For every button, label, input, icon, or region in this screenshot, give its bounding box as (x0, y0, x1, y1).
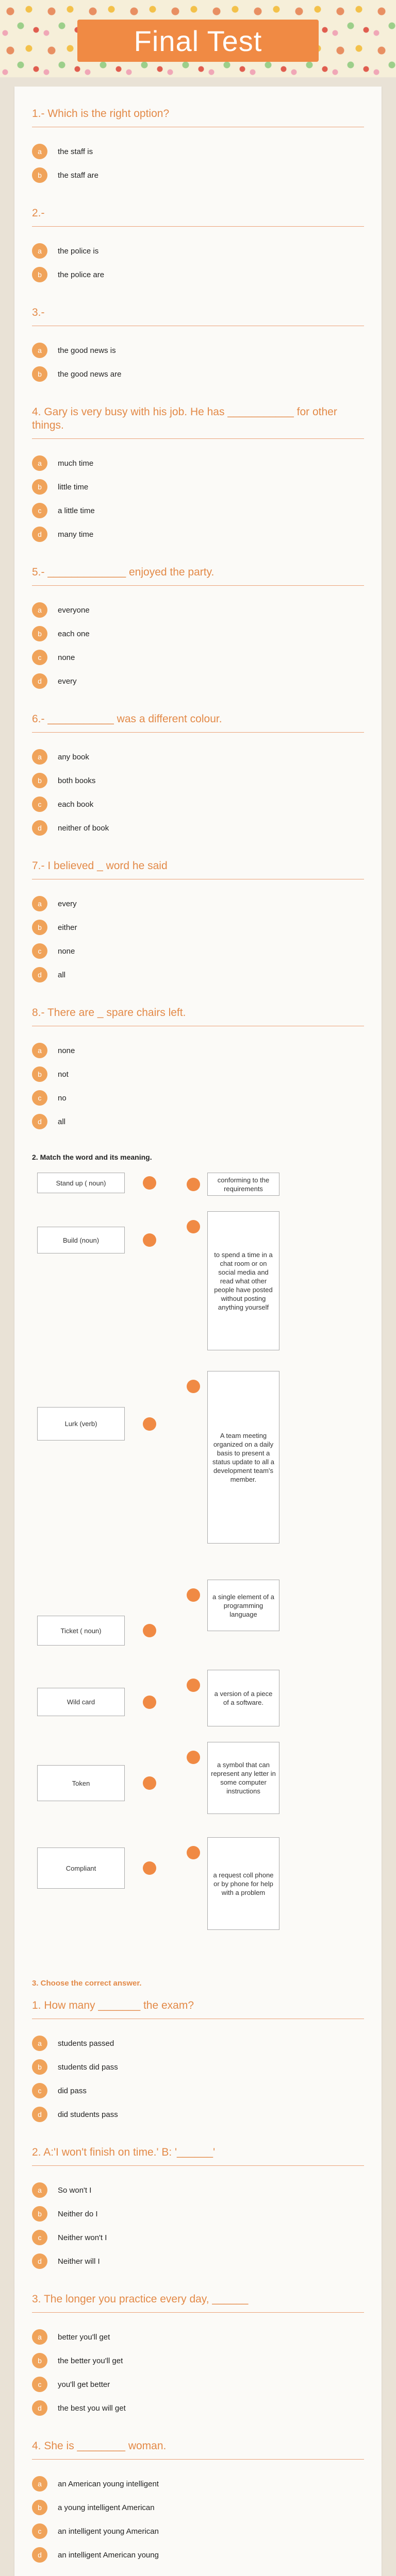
option-letter-badge: b (32, 1066, 47, 1082)
answer-option[interactable] (32, 263, 364, 286)
answer-option[interactable] (32, 2079, 364, 2103)
worksheet-sheet (14, 87, 382, 2576)
choose-question-1 (32, 1999, 364, 2126)
answer-option[interactable] (32, 816, 364, 840)
answer-option[interactable] (32, 892, 364, 916)
match-meaning[interactable]: a version of a piece of a software. (207, 1670, 279, 1726)
question-divider (32, 2165, 364, 2166)
option-text: better you'll get (58, 2332, 110, 2342)
option-text: every (58, 899, 77, 908)
option-letter-badge: b (32, 2059, 47, 2075)
option-letter-badge: b (32, 2500, 47, 2515)
answer-option[interactable] (32, 499, 364, 522)
match-meaning-connector[interactable] (187, 1220, 200, 1233)
option-text: both books (58, 776, 96, 785)
option-letter-badge: c (32, 2523, 47, 2539)
option-text: an intelligent American young (58, 2550, 159, 2560)
option-text: a little time (58, 506, 95, 515)
option-list (32, 338, 364, 386)
question-divider (32, 732, 364, 733)
choose-question-3 (32, 2293, 364, 2420)
answer-option[interactable] (32, 140, 364, 163)
answer-option[interactable] (32, 598, 364, 622)
answer-option[interactable] (32, 2396, 364, 2420)
match-meaning[interactable]: to spend a time in a chat room or on social media and read what other people have posted without posting anything yourself (207, 1211, 279, 1350)
match-word[interactable]: Wild card (37, 1688, 125, 1716)
option-text: students passed (58, 2039, 114, 2048)
match-meaning-connector[interactable] (187, 1751, 200, 1764)
option-letter-badge: b (32, 366, 47, 382)
match-meaning[interactable]: a symbol that can represent any letter in some computer instructions (207, 1742, 279, 1814)
question-text: 3.- (32, 307, 45, 318)
option-text: each book (58, 800, 94, 809)
match-meaning[interactable]: a request coll phone or by phone for help with a problem (207, 1837, 279, 1930)
worksheet-content (14, 87, 382, 2576)
option-text: any book (58, 752, 89, 761)
answer-option[interactable] (32, 362, 364, 386)
option-letter-badge: a (32, 2182, 47, 2198)
answer-option[interactable] (32, 2472, 364, 2496)
answer-option[interactable] (32, 916, 364, 939)
option-text: the staff are (58, 171, 98, 180)
question-divider (32, 585, 364, 586)
option-letter-badge: b (32, 920, 47, 935)
question-2 (32, 207, 364, 286)
answer-option[interactable] (32, 2349, 364, 2372)
option-list (32, 2031, 364, 2126)
answer-option[interactable] (32, 669, 364, 693)
question-text: 4. Gary is very busy with his job. He has ___________ for other things. (32, 406, 337, 431)
option-letter-badge: b (32, 626, 47, 641)
answer-option[interactable] (32, 2372, 364, 2396)
answer-option[interactable] (32, 1110, 364, 1133)
match-word-connector[interactable] (143, 1233, 156, 1247)
option-letter-badge: b (32, 773, 47, 788)
answer-option[interactable] (32, 2519, 364, 2543)
match-word[interactable]: Ticket ( noun) (37, 1616, 125, 1646)
match-area (32, 1173, 364, 1974)
page-title: Final Test (134, 24, 262, 57)
question-divider (32, 226, 364, 227)
option-text: little time (58, 482, 89, 492)
option-text: all (58, 1117, 66, 1126)
question-divider (32, 2312, 364, 2313)
match-word[interactable]: Lurk (verb) (37, 1407, 125, 1440)
decorative-banner (0, 0, 396, 77)
answer-option[interactable] (32, 1086, 364, 1110)
answer-option[interactable] (32, 622, 364, 646)
question-4 (32, 405, 364, 546)
option-text: a young intelligent American (58, 2503, 155, 2512)
question-text: 5.- _____________ enjoyed the party. (32, 566, 214, 578)
match-word[interactable]: Stand up ( noun) (37, 1173, 125, 1193)
option-letter-badge: d (32, 2107, 47, 2122)
option-text: neither of book (58, 823, 109, 833)
option-text: So won't I (58, 2185, 92, 2195)
option-text: much time (58, 459, 94, 468)
option-text: Neither won't I (58, 2233, 107, 2242)
option-letter-badge: a (32, 896, 47, 911)
option-letter-badge: d (32, 673, 47, 689)
match-word-connector[interactable] (143, 1696, 156, 1709)
option-letter-badge: b (32, 479, 47, 495)
option-text: either (58, 923, 77, 932)
option-letter-badge: c (32, 796, 47, 812)
question-text: 6.- ___________ was a different colour. (32, 713, 222, 725)
answer-option[interactable] (32, 2031, 364, 2055)
option-letter-badge: a (32, 144, 47, 159)
option-text: an intelligent young American (58, 2527, 159, 2536)
option-letter-badge: c (32, 650, 47, 665)
option-list (32, 2325, 364, 2420)
option-text: the staff is (58, 147, 93, 156)
option-letter-badge: a (32, 343, 47, 358)
answer-option[interactable] (32, 239, 364, 263)
option-text: the good news are (58, 369, 122, 379)
answer-option[interactable] (32, 451, 364, 475)
option-text: not (58, 1070, 69, 1079)
option-text: each one (58, 629, 90, 638)
answer-option[interactable] (32, 2226, 364, 2249)
question-text: 3. The longer you practice every day, ______ (32, 2293, 249, 2305)
option-text: did pass (58, 2086, 87, 2095)
match-word[interactable]: Token (37, 1765, 125, 1801)
option-text: many time (58, 530, 94, 539)
option-letter-badge: d (32, 967, 47, 982)
match-word-connector[interactable] (143, 1861, 156, 1875)
match-section (32, 1153, 364, 1974)
option-letter-badge: a (32, 2476, 47, 2492)
question-text: 8.- There are _ spare chairs left. (32, 1007, 186, 1019)
option-text: no (58, 1093, 67, 1103)
option-letter-badge: c (32, 943, 47, 959)
option-letter-badge: a (32, 243, 47, 259)
match-meaning-connector[interactable] (187, 1679, 200, 1692)
question-divider (32, 438, 364, 439)
option-letter-badge: a (32, 2329, 47, 2345)
option-text: Neither will I (58, 2257, 100, 2266)
option-letter-badge: a (32, 602, 47, 618)
option-letter-badge: d (32, 1114, 47, 1129)
option-letter-badge: b (32, 167, 47, 183)
question-text: 1.- Which is the right option? (32, 108, 170, 120)
question-text: 2. A:'I won't finish on time.' B: '______' (32, 2146, 216, 2158)
answer-option[interactable] (32, 2055, 364, 2079)
answer-option[interactable] (32, 2249, 364, 2273)
answer-option[interactable] (32, 475, 364, 499)
section-3-heading: 3. Choose the correct answer. (32, 1979, 142, 1988)
question-text: 1. How many _______ the exam? (32, 1999, 194, 2011)
match-word[interactable]: Build (noun) (37, 1227, 125, 1253)
question-3 (32, 306, 364, 386)
option-text: everyone (58, 605, 90, 615)
choose-question-4 (32, 2439, 364, 2567)
option-text: the police is (58, 246, 99, 256)
question-6 (32, 713, 364, 840)
match-meaning[interactable]: a single element of a programming language (207, 1580, 279, 1631)
match-meaning-connector[interactable] (187, 1380, 200, 1393)
option-text: the police are (58, 270, 105, 279)
answer-option[interactable] (32, 2496, 364, 2519)
answer-option[interactable] (32, 1062, 364, 1086)
answer-option[interactable] (32, 939, 364, 963)
question-text: 7.- I believed _ word he said (32, 860, 168, 872)
answer-option[interactable] (32, 2202, 364, 2226)
answer-option[interactable] (32, 2543, 364, 2567)
option-letter-badge: b (32, 2353, 47, 2368)
title-plate (77, 20, 319, 62)
match-meaning-connector[interactable] (187, 1178, 200, 1191)
answer-option[interactable] (32, 769, 364, 792)
match-heading: 2. Match the word and its meaning. (32, 1153, 152, 1161)
match-word[interactable]: Compliant (37, 1848, 125, 1889)
option-text: an American young intelligent (58, 2479, 159, 2488)
option-list (32, 598, 364, 693)
option-list (32, 140, 364, 187)
question-text: 2.- (32, 207, 45, 219)
choose-question-2 (32, 2146, 364, 2273)
option-list (32, 745, 364, 840)
answer-option[interactable] (32, 963, 364, 987)
question-7 (32, 859, 364, 987)
option-text: the good news is (58, 346, 116, 355)
answer-option[interactable] (32, 2178, 364, 2202)
option-letter-badge: c (32, 2083, 47, 2098)
option-letter-badge: a (32, 2036, 47, 2051)
option-list (32, 2178, 364, 2273)
answer-option[interactable] (32, 338, 364, 362)
option-text: every (58, 676, 77, 686)
question-text: 4. She is ________ woman. (32, 2440, 167, 2452)
option-letter-badge: c (32, 2377, 47, 2392)
answer-option[interactable] (32, 1039, 364, 1062)
match-meaning-connector[interactable] (187, 1846, 200, 1859)
option-text: the better you'll get (58, 2356, 123, 2365)
option-list (32, 2472, 364, 2567)
question-5 (32, 566, 364, 693)
answer-option[interactable] (32, 2103, 364, 2126)
option-list (32, 892, 364, 987)
option-letter-badge: a (32, 749, 47, 765)
question-8 (32, 1006, 364, 1133)
option-letter-badge: a (32, 455, 47, 471)
question-1 (32, 107, 364, 187)
match-word-connector[interactable] (143, 1776, 156, 1790)
match-meaning-connector[interactable] (187, 1588, 200, 1602)
option-letter-badge: d (32, 2400, 47, 2416)
option-list (32, 451, 364, 546)
option-letter-badge: d (32, 820, 47, 836)
match-word-connector[interactable] (143, 1176, 156, 1190)
option-letter-badge: c (32, 2230, 47, 2245)
option-letter-badge: d (32, 2547, 47, 2563)
option-list (32, 239, 364, 286)
option-text: the best you will get (58, 2403, 126, 2413)
option-letter-badge: b (32, 2206, 47, 2222)
answer-option[interactable] (32, 646, 364, 669)
answer-option[interactable] (32, 522, 364, 546)
answer-option[interactable] (32, 792, 364, 816)
option-text: you'll get better (58, 2380, 110, 2389)
answer-option[interactable] (32, 745, 364, 769)
match-meaning[interactable]: A team meeting organized on a daily basis to present a status update to all a development team's member. (207, 1371, 279, 1544)
match-word-connector[interactable] (143, 1417, 156, 1431)
option-text: did students pass (58, 2110, 118, 2119)
question-divider (32, 2459, 364, 2460)
option-list (32, 1039, 364, 1133)
option-text: Neither do I (58, 2209, 98, 2218)
option-text: none (58, 1046, 75, 1055)
option-letter-badge: c (32, 503, 47, 518)
option-letter-badge: d (32, 527, 47, 542)
option-text: students did pass (58, 2062, 118, 2072)
option-letter-badge: b (32, 267, 47, 282)
option-text: all (58, 970, 66, 979)
match-meaning[interactable]: conforming to the requirements (207, 1173, 279, 1196)
option-text: none (58, 946, 75, 956)
option-letter-badge: d (32, 2253, 47, 2269)
answer-option[interactable] (32, 163, 364, 187)
option-letter-badge: a (32, 1043, 47, 1058)
answer-option[interactable] (32, 2325, 364, 2349)
option-text: none (58, 653, 75, 662)
match-word-connector[interactable] (143, 1624, 156, 1637)
option-letter-badge: c (32, 1090, 47, 1106)
